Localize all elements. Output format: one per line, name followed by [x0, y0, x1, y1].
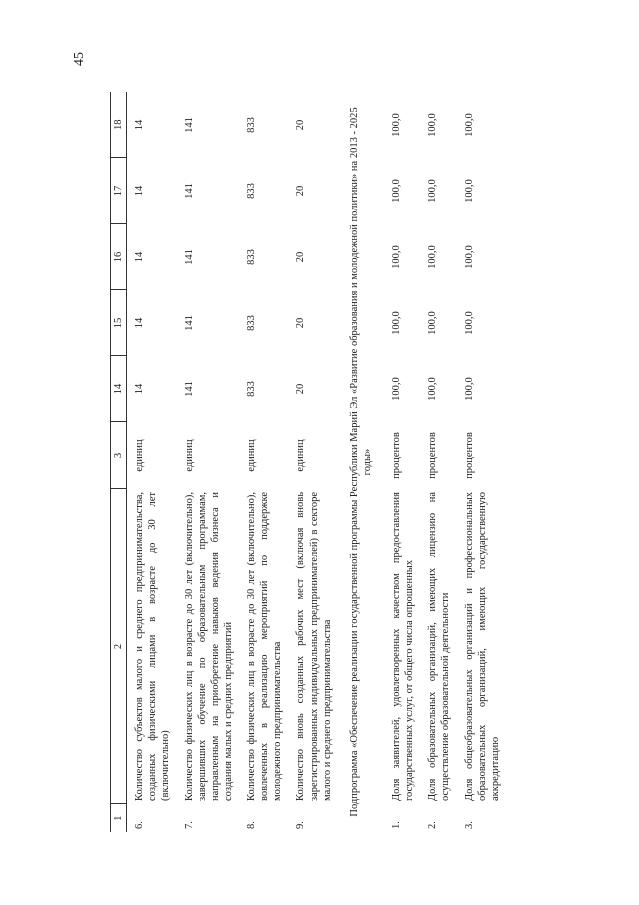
value-cell: 100,0	[427, 179, 439, 203]
value-cell: 100,0	[391, 377, 402, 401]
value-cell: 14	[134, 383, 146, 395]
value-cell: 20	[295, 383, 307, 395]
value-cell: 100,0	[463, 311, 475, 335]
subprogram-row	[338, 92, 384, 832]
table-row	[177, 92, 240, 832]
value-cell: 14	[134, 317, 146, 329]
value-cell: 14	[134, 185, 146, 197]
value-cell: 14	[134, 119, 146, 131]
subprogram-title: Подпрограмма «Обеспечение реализации государственной программы Республики Марий Эл «Развитие образования и молодежной политики» на 2013 - 2025 годы»	[348, 107, 373, 817]
row-number: 6.	[134, 821, 146, 829]
indicator-name: Количество физических лиц в возрасте до 30 лет (включительно), вовлеченных в реализацию мероприятий по поддержке молодежного предпринимательства	[246, 492, 284, 801]
unit: единиц	[183, 439, 195, 472]
value-cell: 100,0	[427, 377, 439, 401]
value-cell: 100,0	[463, 179, 475, 203]
value-cell: 100,0	[463, 377, 475, 401]
indicator-name: Доля общеобразовательных организаций и профессиональных образовательных организаций, имеющих государственную аккредитацию	[463, 492, 501, 801]
rotated-table-page	[110, 92, 540, 832]
indicator-name: Количество субъектов малого и среднего предпринимательства, созданных физическими лицами в возрасте до 30 лет (включительно)	[134, 492, 172, 801]
value-cell: 20	[295, 317, 307, 329]
value-cell: 14	[134, 251, 146, 263]
row-number: 3.	[463, 821, 475, 829]
row-number: 9.	[295, 821, 307, 829]
column-header: 15	[111, 290, 127, 356]
table-row	[127, 92, 177, 832]
indicator-name: Количество физических лиц в возрасте до 30 лет (включительно), завершивших обучение по образовательным программам, направленным на приобретение навыков ведения бизнеса и создания малых и средних предприятий	[183, 492, 234, 801]
indicators-table	[110, 92, 506, 832]
column-header: 16	[111, 224, 127, 290]
value-cell: 100,0	[427, 245, 439, 269]
row-number: 8.	[246, 821, 257, 829]
page-number: 45	[72, 52, 87, 66]
unit: процентов	[427, 432, 439, 479]
row-number: 1.	[391, 821, 402, 829]
value-cell: 100,0	[391, 179, 402, 203]
value-cell: 100,0	[463, 113, 475, 137]
unit: единиц	[134, 439, 146, 472]
unit: единиц	[295, 439, 307, 472]
column-header: 3	[111, 422, 127, 489]
value-cell: 141	[183, 183, 195, 199]
table-row	[239, 92, 288, 832]
column-header: 18	[111, 92, 127, 158]
value-cell: 141	[183, 249, 195, 265]
value-cell: 20	[295, 185, 307, 197]
value-cell: 141	[183, 117, 195, 133]
unit: процентов	[463, 432, 475, 479]
value-cell: 100,0	[427, 113, 439, 137]
value-cell: 100,0	[427, 311, 439, 335]
unit: единиц	[246, 439, 257, 472]
value-cell: 833	[246, 381, 257, 397]
value-cell: 100,0	[391, 311, 402, 335]
indicator-name: Количество вновь созданных рабочих мест (включая вновь зарегистрированных индивидуальных предпринимателей) в секторе малого и среднего предпринимательства	[295, 492, 333, 801]
column-header: 1	[111, 804, 127, 832]
indicator-name: Доля заявителей, удовлетворенных качеством предоставления государственных услуг, от общего числа опрошенных	[391, 492, 416, 801]
value-cell: 20	[295, 119, 307, 131]
table-row	[384, 92, 420, 832]
row-number: 2.	[427, 821, 439, 829]
column-header: 14	[111, 356, 127, 422]
value-cell: 20	[295, 251, 307, 263]
value-cell: 100,0	[391, 113, 402, 137]
value-cell: 141	[183, 315, 195, 331]
column-header: 17	[111, 158, 127, 224]
value-cell: 100,0	[463, 245, 475, 269]
table-row	[457, 92, 506, 832]
column-header: 2	[111, 489, 127, 804]
row-number: 7.	[183, 821, 195, 829]
value-cell: 833	[246, 249, 257, 265]
value-cell: 833	[246, 315, 257, 331]
value-cell: 833	[246, 183, 257, 199]
value-cell: 100,0	[391, 245, 402, 269]
indicator-name: Доля образовательных организаций, имеющих лицензию на осуществление образовательной деятельности	[427, 492, 452, 801]
table-row	[420, 92, 456, 832]
value-cell: 833	[246, 117, 257, 133]
table-row	[288, 92, 337, 832]
unit: процентов	[391, 432, 402, 479]
value-cell: 141	[183, 381, 195, 397]
column-header-row	[111, 92, 127, 832]
